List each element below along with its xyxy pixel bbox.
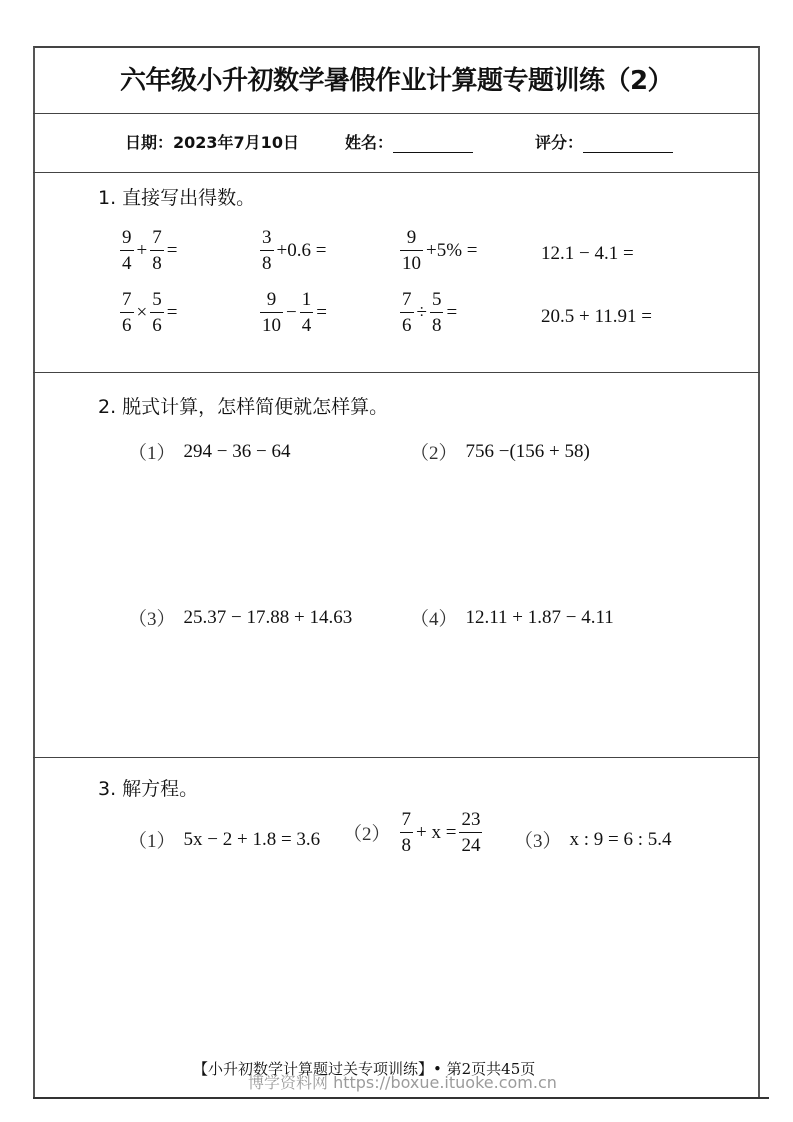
problem-label: （1）: [128, 831, 176, 852]
denominator: 6: [150, 312, 164, 335]
numerator: 5: [152, 289, 162, 310]
problem-label: （3）: [514, 831, 562, 852]
name-blank[interactable]: [393, 136, 473, 153]
denominator: 4: [120, 250, 134, 273]
problem-1-1: [119, 228, 179, 273]
problem-1-5: [119, 290, 179, 335]
numerator: 9: [122, 227, 132, 248]
expression: 756 −(156 + 58): [465, 440, 590, 462]
divider: [33, 757, 760, 758]
problem-2-1: [128, 438, 290, 465]
expression: 294 − 36 − 64: [183, 440, 291, 462]
denominator: 6: [400, 312, 414, 335]
denominator: 6: [120, 312, 134, 335]
problem-2-3: [128, 604, 352, 631]
denominator: 4: [300, 312, 314, 335]
date-value: 2023年7月10日: [173, 133, 299, 152]
numerator: 3: [262, 227, 272, 248]
name-label: 姓名：: [345, 133, 394, 152]
problem-1-2: [259, 228, 328, 273]
denominator: 8: [150, 250, 164, 273]
numerator: 1: [301, 289, 312, 310]
date-label: 日期：: [125, 133, 174, 152]
equals: =: [166, 239, 178, 261]
problem-label: （3）: [128, 609, 176, 630]
equals: =: [316, 301, 327, 323]
problem-label: （1）: [128, 443, 176, 464]
section-1-title: 1. 直接写出得数。: [98, 187, 256, 209]
denominator: 8: [400, 832, 414, 855]
divider: [33, 172, 760, 173]
expression: 12.11 + 1.87 − 4.11: [465, 606, 614, 628]
name-field: [345, 130, 473, 153]
numerator: 9: [266, 289, 277, 310]
expression: 25.37 − 17.88 + 14.63: [183, 606, 353, 628]
score-field: [535, 130, 673, 153]
equation-3-2: [343, 810, 483, 855]
section-3-title: 3. 解方程。: [98, 778, 199, 800]
numerator: 7: [401, 809, 412, 830]
operator: −: [286, 301, 297, 323]
divider: [33, 113, 760, 114]
problem-1-7: [399, 290, 459, 335]
problem-1-8: 20.5 + 11.91 =: [541, 306, 652, 327]
denominator: 8: [430, 312, 444, 335]
expression-tail: +5% =: [426, 239, 478, 261]
numerator: 5: [431, 289, 442, 310]
denominator: 10: [260, 312, 283, 335]
problem-label: （4）: [410, 609, 458, 630]
numerator: 7: [152, 227, 162, 248]
problem-label: （2）: [343, 824, 391, 845]
numerator: 7: [402, 289, 412, 310]
expression: 5x − 2 + 1.8 = 3.6: [183, 828, 321, 850]
denominator: 8: [260, 250, 274, 273]
denominator: 24: [459, 832, 482, 855]
watermark: 博学资料网 https://boxue.ituoke.com.cn: [248, 1073, 557, 1092]
expression-tail: +0.6 =: [276, 239, 327, 261]
operator: ×: [136, 301, 148, 323]
score-label: 评分：: [535, 133, 584, 152]
page-title: 六年级小升初数学暑假作业计算题专题训练（2）: [119, 66, 674, 96]
problem-2-4: [410, 604, 614, 631]
equals: =: [446, 301, 458, 323]
expression: x : 9 = 6 : 5.4: [569, 828, 672, 850]
problem-1-3: [399, 228, 480, 273]
equation-3-1: [128, 826, 320, 853]
numerator: 23: [461, 809, 481, 830]
numerator: 7: [122, 289, 132, 310]
denominator: 10: [400, 250, 423, 273]
score-blank[interactable]: [583, 136, 673, 153]
problem-1-6: [259, 290, 329, 335]
divider: [33, 372, 760, 373]
bottom-border: [33, 1097, 769, 1099]
problem-2-2: [410, 438, 590, 465]
equation-3-3: [514, 826, 672, 853]
date-field: [125, 130, 299, 153]
problem-1-4: 12.1 − 4.1 =: [541, 243, 634, 264]
operator: ÷: [416, 301, 427, 323]
numerator: 9: [406, 227, 417, 248]
operator: +: [136, 239, 148, 261]
expression-middle: + x =: [416, 821, 457, 843]
problem-label: （2）: [410, 443, 458, 464]
equals: =: [166, 301, 178, 323]
page-footer: 【小升初数学计算题过关专项训练】• 第2页共45页: [193, 1060, 536, 1078]
section-2-title: 2. 脱式计算，怎样简便就怎样算。: [98, 396, 389, 418]
